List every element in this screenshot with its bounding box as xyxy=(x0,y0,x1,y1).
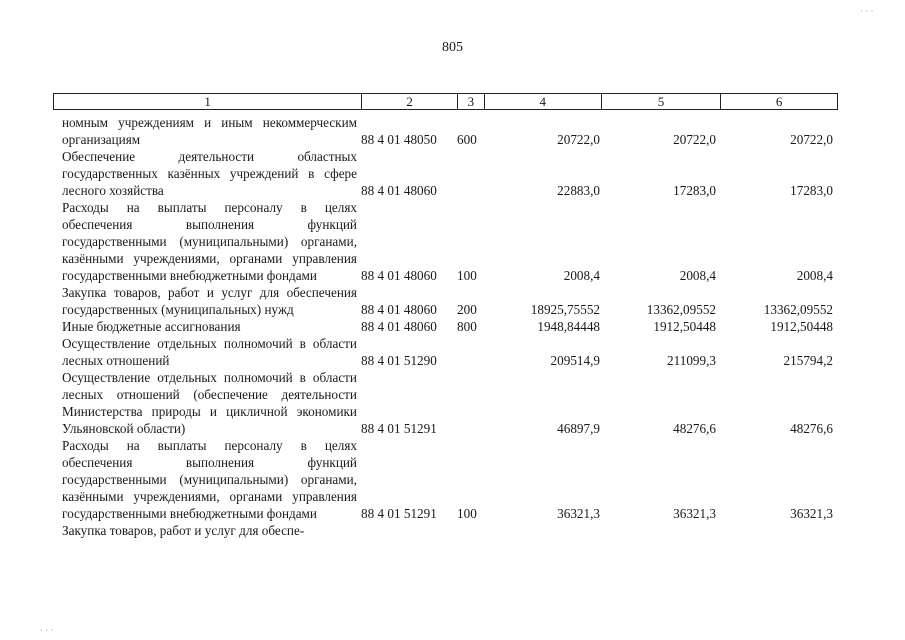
row-code: 88 4 01 48050 xyxy=(361,132,437,147)
row-value-6: 17283,0 xyxy=(790,183,833,198)
row-value-6: 36321,3 xyxy=(790,506,833,521)
table-row xyxy=(62,114,852,148)
row-value-6: 48276,6 xyxy=(790,421,833,436)
row-description: Обеспечение деятельности областных государственных казённых учреждений в сфере лесного хозяйства xyxy=(62,149,357,198)
row-code: 88 4 01 51291 xyxy=(361,506,437,521)
header-col-2: 2 xyxy=(362,94,458,109)
row-code: 88 4 01 48060 xyxy=(361,319,437,334)
row-value-5: 2008,4 xyxy=(679,268,716,283)
row-value-4: 2008,4 xyxy=(563,268,600,283)
row-description: Осуществление отдельных полномочий в области лесных отношений xyxy=(62,336,357,368)
header-col-1: 1 xyxy=(54,94,362,109)
row-value-5: 48276,6 xyxy=(673,421,716,436)
header-col-6: 6 xyxy=(775,94,783,109)
row-description: Иные бюджетные ассигнования xyxy=(62,319,241,334)
row-code: 88 4 01 48060 xyxy=(361,302,437,317)
scan-speck: · · · xyxy=(860,6,874,16)
row-value-4: 36321,3 xyxy=(557,506,600,521)
row-description: Закупка товаров, работ и услуг для обеспечения государственных (муниципальных) нужд xyxy=(62,285,357,317)
row-value-5: 13362,09552 xyxy=(646,302,716,317)
row-value-5: 17283,0 xyxy=(673,183,716,198)
row-description: Расходы на выплаты персоналу в целях обеспечения выполнения функций государственными (муниципальными) органами, казёнными учреждениями, органами управления государственными внебюджетными фондами xyxy=(62,200,357,283)
row-code: 88 4 01 51291 xyxy=(361,421,437,436)
page-number: 805 xyxy=(442,40,463,55)
table-row xyxy=(62,199,852,284)
row-expense-type: 800 xyxy=(457,319,477,334)
row-expense-type: 600 xyxy=(457,132,477,147)
row-code: 88 4 01 51290 xyxy=(361,353,437,368)
table-body xyxy=(62,114,852,539)
table-row xyxy=(62,318,852,335)
header-col-4: 4 xyxy=(485,94,602,109)
table-row xyxy=(62,284,852,318)
row-value-5: 20722,0 xyxy=(673,132,716,147)
row-value-6: 13362,09552 xyxy=(763,302,833,317)
row-value-6: 215794,2 xyxy=(783,353,833,368)
row-value-6: 1912,50448 xyxy=(770,319,833,334)
row-value-5: 36321,3 xyxy=(673,506,716,521)
row-description: номным учреждениям и иным некоммерческим организациям xyxy=(62,115,357,147)
row-value-4: 22883,0 xyxy=(557,183,600,198)
row-expense-type: 100 xyxy=(457,506,477,521)
row-description: Расходы на выплаты персоналу в целях обеспечения выполнения функций государственными (муниципальными) органами, казёнными учреждениями, органами управления государственными внебюджетными фондами xyxy=(62,438,357,521)
row-description: Осуществление отдельных полномочий в области лесных отношений (обеспечение деятельности Министерства природы и цикличной экономики Ульяновской области) xyxy=(62,370,357,436)
table-row xyxy=(62,148,852,199)
header-col-3: 3 xyxy=(458,94,485,109)
row-expense-type: 200 xyxy=(457,302,477,317)
row-code: 88 4 01 48060 xyxy=(361,183,437,198)
row-expense-type: 100 xyxy=(457,268,477,283)
row-description: Закупка товаров, работ и услуг для обеспе- xyxy=(62,523,305,538)
table-row xyxy=(62,522,852,539)
row-value-5: 211099,3 xyxy=(667,353,716,368)
table-row xyxy=(62,335,852,369)
row-value-6: 20722,0 xyxy=(790,132,833,147)
table-row xyxy=(62,437,852,522)
scan-speck: · · · xyxy=(40,625,54,635)
table-row xyxy=(62,369,852,437)
table-header xyxy=(53,93,838,110)
row-value-5: 1912,50448 xyxy=(653,319,716,334)
row-value-4: 18925,75552 xyxy=(530,302,600,317)
row-value-4: 20722,0 xyxy=(557,132,600,147)
row-value-4: 46897,9 xyxy=(557,421,600,436)
row-value-6: 2008,4 xyxy=(796,268,833,283)
row-value-4: 1948,84448 xyxy=(537,319,600,334)
row-code: 88 4 01 48060 xyxy=(361,268,437,283)
header-col-5: 5 xyxy=(602,94,722,109)
row-value-4: 209514,9 xyxy=(550,353,600,368)
